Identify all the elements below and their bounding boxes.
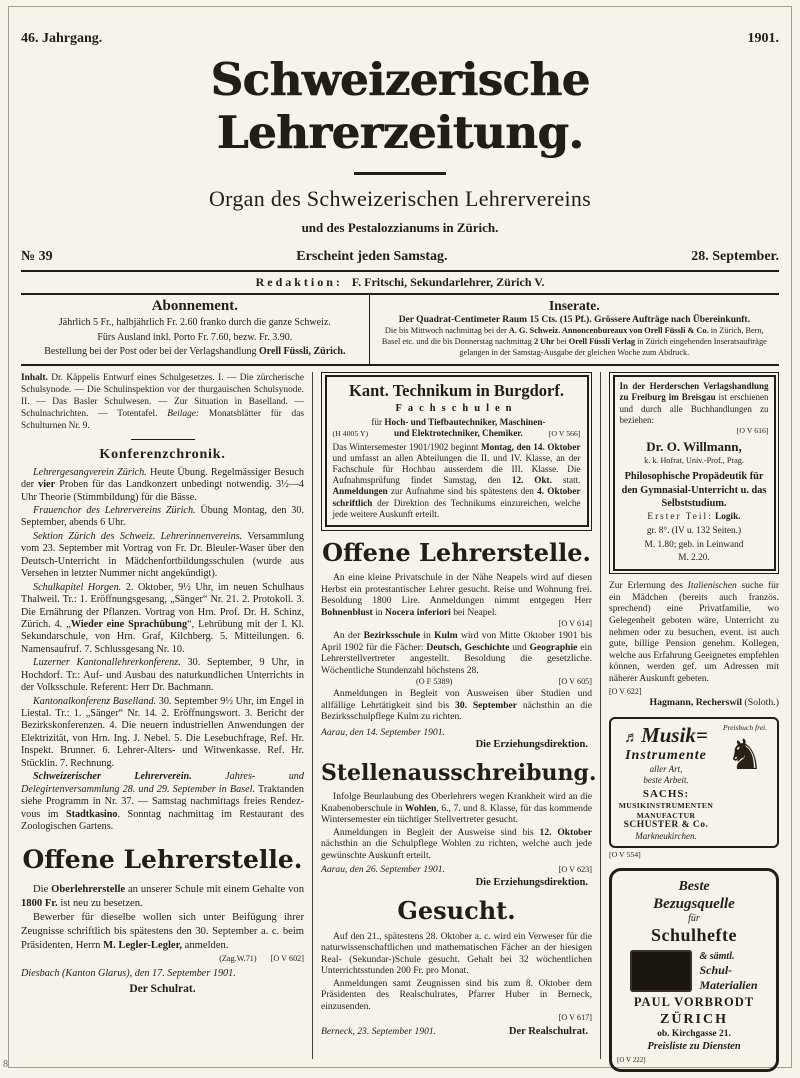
advert-reference: [O V 622] — [609, 686, 642, 696]
abonnement-box — [21, 295, 370, 364]
advert-title-word: Musik= — [641, 723, 708, 748]
advert-line: & sämtl. — [699, 950, 735, 962]
redaktion-line — [21, 272, 779, 293]
cavalry-rider-illustration: ♞ — [726, 732, 764, 779]
vacancy-paragraph: An der Bezirksschule in Kulm wird von Mitte Oktober 1901 bis April 1902 für die Fächer: Deutsch, Geschichte und Geographie ein Lehrerstellvertreter angestellt. Besoldung die gesetzliche. Wöchentliche Stundenzahl höchstens 28. — [321, 630, 592, 676]
advert-specialties-row — [333, 417, 581, 438]
section-title-offene-lehrerstelle: Offene Lehrerstelle. — [22, 845, 303, 875]
conference-entry: Schulkapitel Horgen. 2. Oktober, 9½ Uhr, im neuen Schulhaus Thalweil. Tr.: 1. Eröffnungsgesang, „Sänger“ Nr. 21. 2. Protokoll. 3. Die Ernährung der Pflanzen. Vortrag von Hrn. Prof. Dr. H. Schinz, Zürich. 4. „Wieder eine Sprachübung“, Lehrübung mit der I. Kl. Sekundarschule, von Hrn. Graf, Kilchberg. 5. Mitteilungen. 6. Namensaufruf. 7. Schlussgesang Nr. 10. — [21, 581, 304, 655]
advert-herder-verlag — [609, 372, 779, 575]
inserate-body: Die bis Mittwoch nachmittag bei der A. G. Schweiz. Annoncenbureaux von Orell Füssli & Co. in Zürich, Bern, Basel etc. und die bis Donnerstag nachmittag 2 Uhr bei Orell Füssli Verlag in Zürich eingehenden Inseratsaufträge gelangen in der Samstag-Ausgabe der gleichen Woche zum Abdruck. — [381, 326, 767, 357]
place-date-line: Aarau, den 14. September 1901. — [321, 726, 445, 738]
conference-entry: Lehrergesangverein Zürich. Heute Übung. Regelmässiger Besuch der vier Proben für das Landkonzert unbedingt notwendig. 3½—4 Uhr Theorie (Stimmbildung) für die Bässe. — [21, 466, 304, 503]
issue-row — [21, 249, 779, 265]
masthead-title: Schweizerische Lehrerzeitung. — [210, 53, 590, 159]
advert-line: aller Art, — [649, 764, 683, 775]
vacancy-paragraph: Bewerber für dieselbe wollen sich unter Beifügung ihrer Zeugnisse schriftlich bis spätestens den 30. September a. c. beim Präsidenten, Herrn M. Legler-Legler, anmelden. — [21, 912, 304, 951]
book-author: Dr. O. Willmann, — [646, 438, 742, 454]
advert-reference: [O V 616] — [736, 426, 769, 435]
place-date-line: Berneck, 23. September 1901. — [321, 1026, 437, 1038]
advert-reference: [O V 566] — [548, 429, 581, 439]
advert-inner-frame — [325, 375, 589, 527]
inserate-rate-line: Der Quadrat-Centimeter Raum 15 Cts. (15 Pf.). Grössere Aufträge nach Übereinkunft. — [398, 315, 750, 325]
advert-layout — [615, 724, 773, 842]
advert-brand: ZÜRICH — [659, 1011, 728, 1027]
year-label: 1901. — [747, 31, 779, 46]
vacancy-paragraph: Die Oberlehrerstelle an unserer Schule mit einem Gehalte von 1800 Fr. ist neu zu besetzen. — [21, 883, 305, 909]
book-detail: M. 2.20. — [678, 553, 710, 564]
advert-brand: SACHS: — [642, 787, 690, 800]
abonnement-line-2: Fürs Ausland inkl. Porto Fr. 7.60, bezw. Fr. 3.90. — [97, 331, 293, 343]
advert-address: ob. Kirchgasse 21. — [657, 1028, 731, 1039]
advert-line: MUSIKINSTRUMENTEN — [618, 801, 714, 811]
classified-ad-italian: Zur Erlernung des Italienischen suche für ein Mädchen (bereits auch französ. sprechend) eine Privatfamilie, wo Gelegenheit geboten wäre, Unterricht zu nehmen oder zu besuchen, event. ist auch gute, billige Pension genehm. Kollegen, welche aus Erfahrung Geeignetes empfehlen können, werden gef. um Adressen mit näherer Auskunft gebeten. — [609, 581, 779, 684]
signature-line: Die Erziehungsdirektion. — [475, 876, 588, 888]
advert-reference-row — [321, 619, 592, 629]
advert-side-note: Preisbuch frei. — [722, 723, 768, 733]
signature-line: Der Realschulrat. — [508, 1026, 588, 1038]
masthead-divider — [354, 172, 446, 175]
advert-body: Das Wintersemester 1901/1902 beginnt Montag, den 14. Oktober und umfasst an allen Abteilungen die II. und IV. Klasse, an der Fachschule für Hochbau ausserdem die III. Klasse. Die Aufnahmsprüfung findet Samstag, den 12. Okt. statt. Anmeldungen zur Aufnahme sind bis spätestens den 4. Oktober schriftlich der Direktion des Technikums einzureichen, welche jede weitere Auskunft erteilt. — [332, 441, 581, 519]
issue-number: № 39 — [21, 249, 53, 264]
advert-line: Schul- — [699, 962, 733, 977]
section-title-offene-lehrerstelle: Offene Lehrerstelle. — [322, 537, 591, 567]
advert-reference: [O V 617] — [558, 1013, 592, 1023]
advert-reference: (H 4005 Y) — [332, 429, 369, 439]
section-title-gesucht: Gesucht. — [397, 896, 516, 926]
music-note-icon: ♬ — [624, 730, 640, 747]
vacancy-paragraph: An eine kleine Privatschule in der Nähe Neapels wird auf diesen Herbst ein protestantischer Lehrer gesucht. Reise und Wohnung frei. Besoldung 1800 Lire. Anmeldungen nimmt entgegen Herr Bohnenblust in Nocera inferiori bei Neapel. — [321, 572, 592, 618]
advert-reference: (O F 5389) — [416, 677, 453, 687]
signature-line: Die Erziehungsdirektion. — [475, 739, 588, 751]
conference-entry: Schweizerischer Lehrerverein. Jahres- und Delegirtenversammlung 28. und 29. September in Basel. Traktanden siehe Programm in Nr. 37. — Samstag nachmittags freies Rendez-vous im Stadtkasino. Sonntag nachmittag im Restaurant des Zoologischen Gartens. — [21, 771, 304, 832]
advert-reference-row — [21, 954, 304, 964]
advert-text-block — [699, 951, 757, 992]
advert-reference-row — [321, 677, 592, 687]
book-detail: gr. 8°. (IV u. 132 Seiten.) — [646, 525, 742, 536]
place-date-row — [321, 1026, 592, 1039]
copybook-stack-graphic — [630, 950, 692, 992]
advert-text-block — [615, 724, 717, 842]
vacancy-paragraph: Anmeldungen in Begleit von Ausweisen über Studien und allfällige Lehrtätigkeit sind bis 30. September nächsthin an die Bezirksschulpflege Kulm zu richten. — [321, 688, 592, 723]
conference-entry: Sektion Zürich des Schweiz. Lehrerinnenvereins. Versammlung vom 23. September mit Vortrag von Fr. Dr. Bleuler-Waser über den Deutsch-Unterricht in Mädchenfortbildungsschulen (wurde aus Versehen in letzter Nummer nicht angekündigt). — [21, 530, 304, 580]
advert-title: Kant. Technikum in Burgdorf. — [348, 381, 564, 400]
page-frame — [8, 6, 792, 1068]
book-title: Philosophische Propädeutik für den Gymnasial-Unterricht u. das Selbststudium. — [621, 471, 767, 509]
redaktion-value: F. Fritschi, Sekundarlehrer, Zürich V. — [351, 275, 545, 289]
volume-label: 46. Jahrgang. — [21, 31, 103, 46]
section-divider — [131, 439, 195, 440]
advert-line: Schulhefte — [651, 925, 737, 946]
column-area — [21, 372, 779, 1065]
vacancy-paragraph: Anmeldungen samt Zeugnissen sind bis zum 8. Oktober dem Präsidenten des Realschulrates, Pfarrer Huber in Berneck, einzusenden. — [321, 977, 592, 1012]
subscription-advert-row — [21, 293, 779, 366]
advert-line: Materialien — [699, 977, 758, 992]
advert-technikum-burgdorf — [321, 372, 592, 531]
vacancy-paragraph: Infolge Beurlaubung des Oberlehrers wegen Krankheit wird an die Knabenoberschule in Wohlen, 6., 7. und 8. Klasse, für das kommende Wintersemester ein tüchtiger Stellvertreter gesucht. — [321, 791, 592, 826]
vacancy-paragraph: Anmeldungen in Begleit der Ausweise sind bis 12. Oktober nächsthin an die Schulpflege Wohlen zu richten, welche auch jede gewünschte Auskunft erteilt. — [321, 826, 592, 861]
table-of-contents: Inhalt. Dr. Käppelis Entwurf eines Schulgesetzes. I. — Die zürcherische Schulsynode. — Die Schulinspektion vor der thurgauischen Schulsynode. II. — Das Basler Schulwesen. — Zur Situation in Baselland. — Schulnachrichten. — Totentafel. Beilage: Monatsblätter für das Schulturnen Nr. 9. — [21, 372, 305, 431]
advert-line: für — [688, 913, 700, 925]
advert-line: Beste — [678, 878, 710, 894]
advert-line: beste Arbeit. — [643, 774, 689, 785]
advert-reference: [O V 554] — [609, 850, 641, 860]
advert-title-word: Instrumente — [625, 747, 707, 763]
advert-reference: [O V 614] — [558, 619, 592, 629]
advert-reference-row — [321, 1013, 592, 1023]
right-column — [601, 372, 779, 1065]
book-detail: Erster Teil: Logik. — [647, 512, 741, 523]
redaktion-label: Redaktion: — [255, 275, 343, 289]
section-title-stellenausschreibung: Stellenausschreibung. — [321, 759, 597, 786]
advert-inner-frame — [613, 375, 776, 571]
advert-specialties: für Hoch- und Tiefbautechniker, Maschinen- und Elektrotechniker, Chemiker. — [371, 417, 546, 438]
book-author-titles: k. k. Hofrat, Univ.-Prof., Prag. — [644, 455, 744, 465]
section-title-konferenzchronik: Konferenzchronik. — [99, 446, 226, 462]
advert-reference: [O V 602] — [270, 953, 304, 963]
advert-title — [615, 724, 717, 747]
advert-reference: (Zag.W.71) — [219, 953, 257, 963]
organ-line-2: und des Pestalozzianums in Zürich. — [301, 220, 499, 235]
middle-column — [313, 372, 601, 1060]
advert-line: SCHUSTER & Co. — [623, 819, 709, 830]
place-date-row — [321, 864, 592, 876]
frequency-label: Erscheint jeden Samstag. — [296, 249, 448, 264]
signature-line: Der Schulrat. — [129, 983, 196, 996]
conference-entry: Kantonalkonferenz Baselland. 30. September 9½ Uhr, im Engel in Liestal. Tr.: 1. „Sänger“ Nr. 14. 2. Eröffnungswort. 3. Bericht der Bezirkskonferenzen. 4. Die neuern industriellen Anwendungen der Elektrizität, von Hrn. Ing. J. Nebel. 5. Die Lesebuchfrage, Ref. Hr. Inspekt. Brunner. 6. Lehrer-Alters- und Witwenkasse. Ref. Hr. Stücklin. 7. Rechnung. — [21, 695, 304, 769]
left-column — [21, 372, 313, 1060]
advert-middle-row — [617, 950, 771, 992]
place-date-line: Diesbach (Kanton Glarus), den 17. September 1901. — [21, 967, 236, 979]
advert-reference-row — [609, 687, 779, 697]
signature-line: Hagmann, Recherswil (Soloth.) — [649, 697, 779, 709]
book-detail: M. 1.80; geb. in Leinwand — [644, 539, 744, 550]
advert-brand: PAUL VORBRODT — [633, 995, 755, 1010]
conference-entry: Luzerner Kantonallehrerkonferenz. 30. September, 9 Uhr, in Hochdorf. Tr.: Auf- und Ausbau des naturkundlichen Unterrichts in der Volksschule. Referent: Herr Dr. Bachmann. — [21, 657, 304, 694]
inserate-title: Inserate. — [549, 298, 600, 313]
advert-schulhefte-vorbrodt — [609, 868, 779, 1072]
abonnement-line-3: Bestellung bei der Post oder bei der Verlagshandlung Orell Füssli, Zürich. — [44, 346, 346, 357]
place-date-line: Aarau, den 26. September 1901. — [321, 864, 445, 876]
issue-date: 28. September. — [691, 249, 779, 264]
advert-reference: [O V 623] — [558, 865, 592, 875]
advert-musik-instrumente — [609, 717, 779, 848]
advert-line: Preisliste zu Diensten — [647, 1041, 741, 1053]
vacancy-paragraph: Auf den 21., spätestens 28. Oktober a. c. wird ein Verweser für die naturwissenschaftlichen und mathematischen Fächer an der hiesigen Real- (Sekundar-)Schule gesucht. Gehalt bei 32 wöchentlichen Unterrichtsstunden 200 Fr. pro Monat. — [321, 930, 592, 977]
advert-intro: In der Herderschen Verlagshandlung zu Freiburg im Breisgau ist erschienen und durch alle Buchhandlungen zu beziehen: — [619, 381, 769, 425]
advert-reference: [O V 605] — [558, 677, 592, 687]
top-row — [21, 31, 779, 47]
advert-reference: [O V 222] — [617, 1056, 646, 1065]
inserate-box — [370, 295, 779, 364]
organ-line: Organ des Schweizerischen Lehrervereins — [208, 186, 592, 211]
advert-line: MANUFACTUR — [636, 810, 696, 820]
abonnement-line-1: Jährlich 5 Fr., halbjährlich Fr. 2.60 franko durch die ganze Schweiz. — [58, 317, 331, 328]
advert-subtitle: Fachschulen — [395, 402, 518, 414]
page-number-mark: 8 — [3, 1059, 8, 1070]
conference-entry: Frauenchor des Lehrervereins Zürich. Übung Montag, den 30. September, abends 6 Uhr. — [21, 505, 304, 529]
abonnement-title: Abonnement. — [151, 298, 238, 314]
advert-line: Bezugsquelle — [653, 895, 735, 912]
advert-line: Markneukirchen. — [635, 831, 697, 842]
advert-side-block — [717, 724, 773, 842]
